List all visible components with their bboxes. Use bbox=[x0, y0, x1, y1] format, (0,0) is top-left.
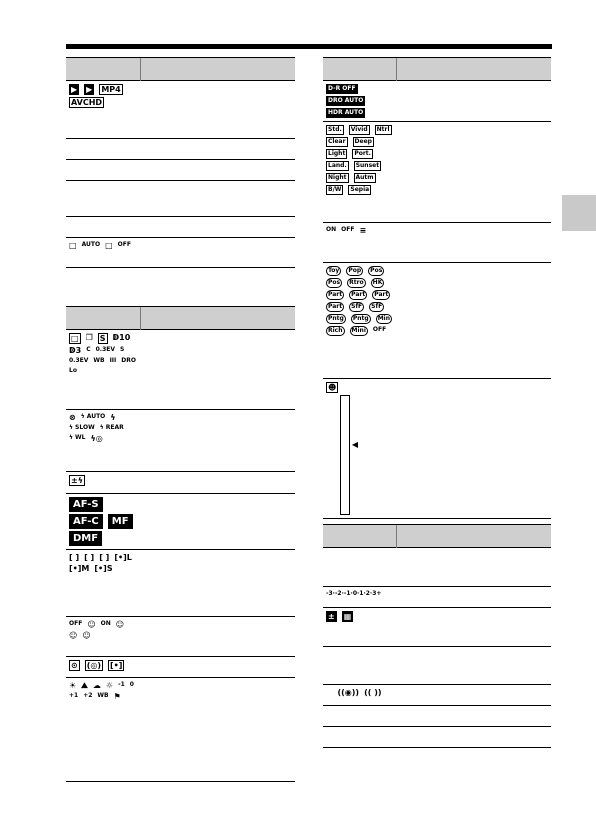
picture-effect-soft-focus-icon: SfF bbox=[371, 303, 383, 310]
picture-effect-posterization-icon: Pos bbox=[328, 279, 341, 286]
wb-incandescent-icon: ☼ bbox=[105, 681, 114, 690]
dro-bracket-level: Lo bbox=[69, 367, 77, 374]
creative-style-standard-icon: Std. bbox=[328, 126, 342, 133]
flash-rear-icon: ϟ REAR bbox=[99, 424, 124, 431]
flash-off-icon: ⊗ bbox=[69, 413, 76, 422]
picture-effect-off-icon: OFF bbox=[372, 326, 387, 333]
af-s-icon: AF-S bbox=[69, 497, 103, 512]
picture-effect-partial-color-icon: Part bbox=[374, 291, 389, 298]
picture-effect-miniature-icon: Min bbox=[377, 315, 390, 322]
wb-cloudy-icon: ☁ bbox=[92, 681, 101, 690]
picture-effect-painting-icon: Pntg bbox=[352, 315, 369, 322]
bracket-c-icon: C bbox=[86, 346, 91, 353]
creative-style-sunset-icon: Sunset bbox=[355, 162, 380, 169]
metering-multi-icon: ⊙ bbox=[71, 661, 78, 670]
flash-auto-icon: ϟ AUTO bbox=[80, 413, 106, 420]
crop-auto-label: AUTO bbox=[81, 241, 101, 248]
metered-manual-icon: ▦ bbox=[343, 612, 352, 621]
flash-wireless-icon: ϟ WL bbox=[69, 434, 86, 441]
table-row bbox=[323, 223, 551, 263]
table-row bbox=[323, 548, 551, 587]
playback-icon: ▶ bbox=[86, 85, 93, 94]
mp4-icon: MP4 bbox=[101, 85, 121, 94]
smile-shutter-icon: ☺ bbox=[82, 631, 91, 640]
flexible-spot-m-icon: [•]M bbox=[69, 564, 90, 573]
table-row bbox=[323, 81, 551, 122]
table-row bbox=[323, 647, 551, 685]
creative-style-autumn-icon: Autm bbox=[355, 174, 374, 181]
table-row bbox=[66, 472, 295, 494]
table-header bbox=[66, 58, 295, 81]
table-row bbox=[66, 678, 295, 782]
picture-effect-partial-color-icon: Part bbox=[328, 291, 343, 298]
dr-off-icon: D-R OFF bbox=[328, 85, 356, 92]
table-row bbox=[66, 494, 295, 550]
self-timer-3-icon: ↁ3 bbox=[69, 346, 82, 355]
drive-continuous-icon: ❐ bbox=[85, 333, 93, 342]
bracket-ev-label: 0.3EV bbox=[69, 357, 89, 364]
creative-style-light-icon: Light bbox=[328, 150, 346, 157]
creative-style-bw-icon: B/W bbox=[328, 186, 342, 193]
table-header bbox=[66, 307, 295, 330]
table-row bbox=[66, 550, 295, 617]
af-area-zone-icon: [ ] bbox=[84, 553, 95, 562]
dmf-icon: DMF bbox=[69, 531, 102, 546]
table-row bbox=[323, 587, 551, 608]
table-header bbox=[323, 58, 551, 81]
table-row bbox=[66, 657, 295, 678]
smile-sensitivity-indicator bbox=[340, 395, 358, 515]
crop-icon: □ bbox=[105, 241, 113, 250]
table-row bbox=[66, 181, 295, 217]
picture-effect-rich-tone-icon: Rich bbox=[328, 327, 343, 334]
wb-shade-icon: ⛰ bbox=[81, 681, 88, 690]
picture-effect-high-key-icon: HK bbox=[372, 279, 383, 286]
flash-slow-icon: ϟ SLOW bbox=[69, 424, 95, 431]
creative-style-portrait-icon: Port. bbox=[354, 150, 371, 157]
picture-effect-painting-icon: Pntg bbox=[328, 315, 344, 322]
exposure-scale-icon: -3·-2·-1·0·1·2·3+ bbox=[326, 590, 382, 597]
wb-fluorescent-0-icon: 0 bbox=[129, 681, 134, 688]
wb-flash-icon: WB bbox=[97, 692, 109, 699]
wb-custom-icon: ⚑ bbox=[113, 692, 121, 701]
metering-center-icon: (◎) bbox=[86, 661, 101, 670]
wb-bracket-level: III bbox=[109, 357, 117, 364]
bracket-s-icon: S bbox=[120, 346, 125, 353]
auto-portrait-framing-off-icon: OFF bbox=[341, 226, 355, 233]
table-row bbox=[66, 330, 295, 410]
face-icon: ☺ bbox=[87, 620, 96, 629]
af-c-icon: AF-C bbox=[69, 514, 103, 529]
smile-shutter-icon: ☺ bbox=[115, 620, 125, 629]
wb-daylight-icon: ☀ bbox=[69, 681, 77, 690]
smile-detection-icon: ☻ bbox=[328, 383, 337, 392]
mf-icon: MF bbox=[108, 514, 133, 529]
creative-style-sepia-icon: Sepia bbox=[350, 186, 370, 193]
crop-icon: □ bbox=[69, 241, 77, 250]
header-rule bbox=[66, 44, 552, 49]
picture-effect-posterization-icon: Pos bbox=[370, 267, 383, 274]
wb-fluorescent-plus1-icon: +1 bbox=[69, 692, 79, 699]
drive-speed-icon: S bbox=[99, 334, 106, 343]
self-timer-10-icon: ↁ10 bbox=[112, 333, 131, 342]
section-side-tab bbox=[562, 195, 596, 231]
smile-shutter-icon: ☺ bbox=[69, 631, 78, 640]
table-row bbox=[66, 139, 295, 160]
crop-off-label: OFF bbox=[117, 241, 131, 248]
table-row bbox=[323, 263, 551, 379]
table-row bbox=[66, 410, 295, 472]
table-row bbox=[66, 81, 295, 139]
creative-style-landscape-icon: Land. bbox=[328, 162, 347, 169]
af-area-wide-icon: [ ] bbox=[69, 553, 80, 562]
flexible-spot-s-icon: [•]S bbox=[94, 564, 113, 573]
face-detection-off-icon: OFF bbox=[69, 620, 83, 627]
dro-auto-icon: DRO AUTO bbox=[328, 97, 364, 104]
metering-spot-icon: [•] bbox=[110, 661, 123, 670]
table-header bbox=[323, 525, 551, 548]
sensitivity-pointer-icon: ◀ bbox=[351, 440, 358, 449]
picture-effect-miniature-icon: Mini bbox=[351, 327, 366, 334]
table-row bbox=[66, 238, 295, 268]
flash-fill-icon: ϟ bbox=[110, 413, 116, 422]
picture-effect-retro-icon: Rtro bbox=[349, 279, 364, 286]
table-image-style bbox=[323, 57, 551, 519]
table-row bbox=[323, 122, 551, 223]
creative-style-night-icon: Night bbox=[328, 174, 347, 181]
table-row bbox=[323, 727, 551, 748]
face-detection-on-icon: ON bbox=[100, 620, 111, 627]
focus-indicator-icon: (( )) bbox=[364, 688, 382, 697]
focus-indicator-icon: ((◉)) bbox=[337, 688, 360, 697]
picture-effect-toy-camera-icon: Toy bbox=[328, 267, 340, 274]
creative-style-neutral-icon: Ntrl bbox=[376, 126, 390, 133]
table-row bbox=[66, 217, 295, 238]
table-row bbox=[323, 685, 551, 706]
bracket-ev-label: 0.3EV bbox=[95, 346, 115, 353]
auto-portrait-framing-on-icon: ON bbox=[326, 226, 337, 233]
avchd-icon: AVCHD bbox=[71, 98, 103, 107]
table-shooting-settings bbox=[66, 306, 295, 782]
table-row bbox=[323, 608, 551, 647]
hdr-auto-icon: HDR AUTO bbox=[328, 109, 364, 116]
flexible-spot-l-icon: [•]L bbox=[114, 553, 132, 562]
table-exposure bbox=[323, 524, 551, 748]
creative-style-clear-icon: Clear bbox=[328, 138, 346, 145]
wb-fluorescent-minus1-icon: -1 bbox=[118, 681, 125, 688]
exposure-compensation-icon: ± bbox=[328, 612, 335, 621]
creative-style-vivid-icon: Vivid bbox=[350, 126, 368, 133]
wb-bracket-icon: WB bbox=[93, 357, 105, 364]
flash-compensation-icon: ±ϟ bbox=[71, 476, 83, 485]
table-row bbox=[66, 617, 295, 657]
dro-bracket-icon: DRO bbox=[121, 357, 136, 364]
creative-style-deep-icon: Deep bbox=[354, 138, 372, 145]
picture-effect-soft-focus-icon: SfF bbox=[351, 303, 363, 310]
picture-effect-pop-color-icon: Pop bbox=[348, 267, 362, 274]
playback-icon: ▶ bbox=[71, 85, 78, 94]
table-playback bbox=[66, 57, 295, 268]
picture-effect-partial-color-icon: Part bbox=[328, 303, 343, 310]
drive-single-icon: □ bbox=[71, 334, 79, 343]
picture-effect-partial-color-icon: Part bbox=[351, 291, 366, 298]
framing-icon: ≡ bbox=[359, 226, 367, 235]
wb-fluorescent-plus2-icon: +2 bbox=[83, 692, 93, 699]
table-row bbox=[66, 160, 295, 181]
af-area-center-icon: [ ] bbox=[99, 553, 110, 562]
flash-redeye-icon: ϟ◎ bbox=[90, 434, 103, 443]
table-row bbox=[323, 706, 551, 727]
table-row bbox=[323, 379, 551, 519]
